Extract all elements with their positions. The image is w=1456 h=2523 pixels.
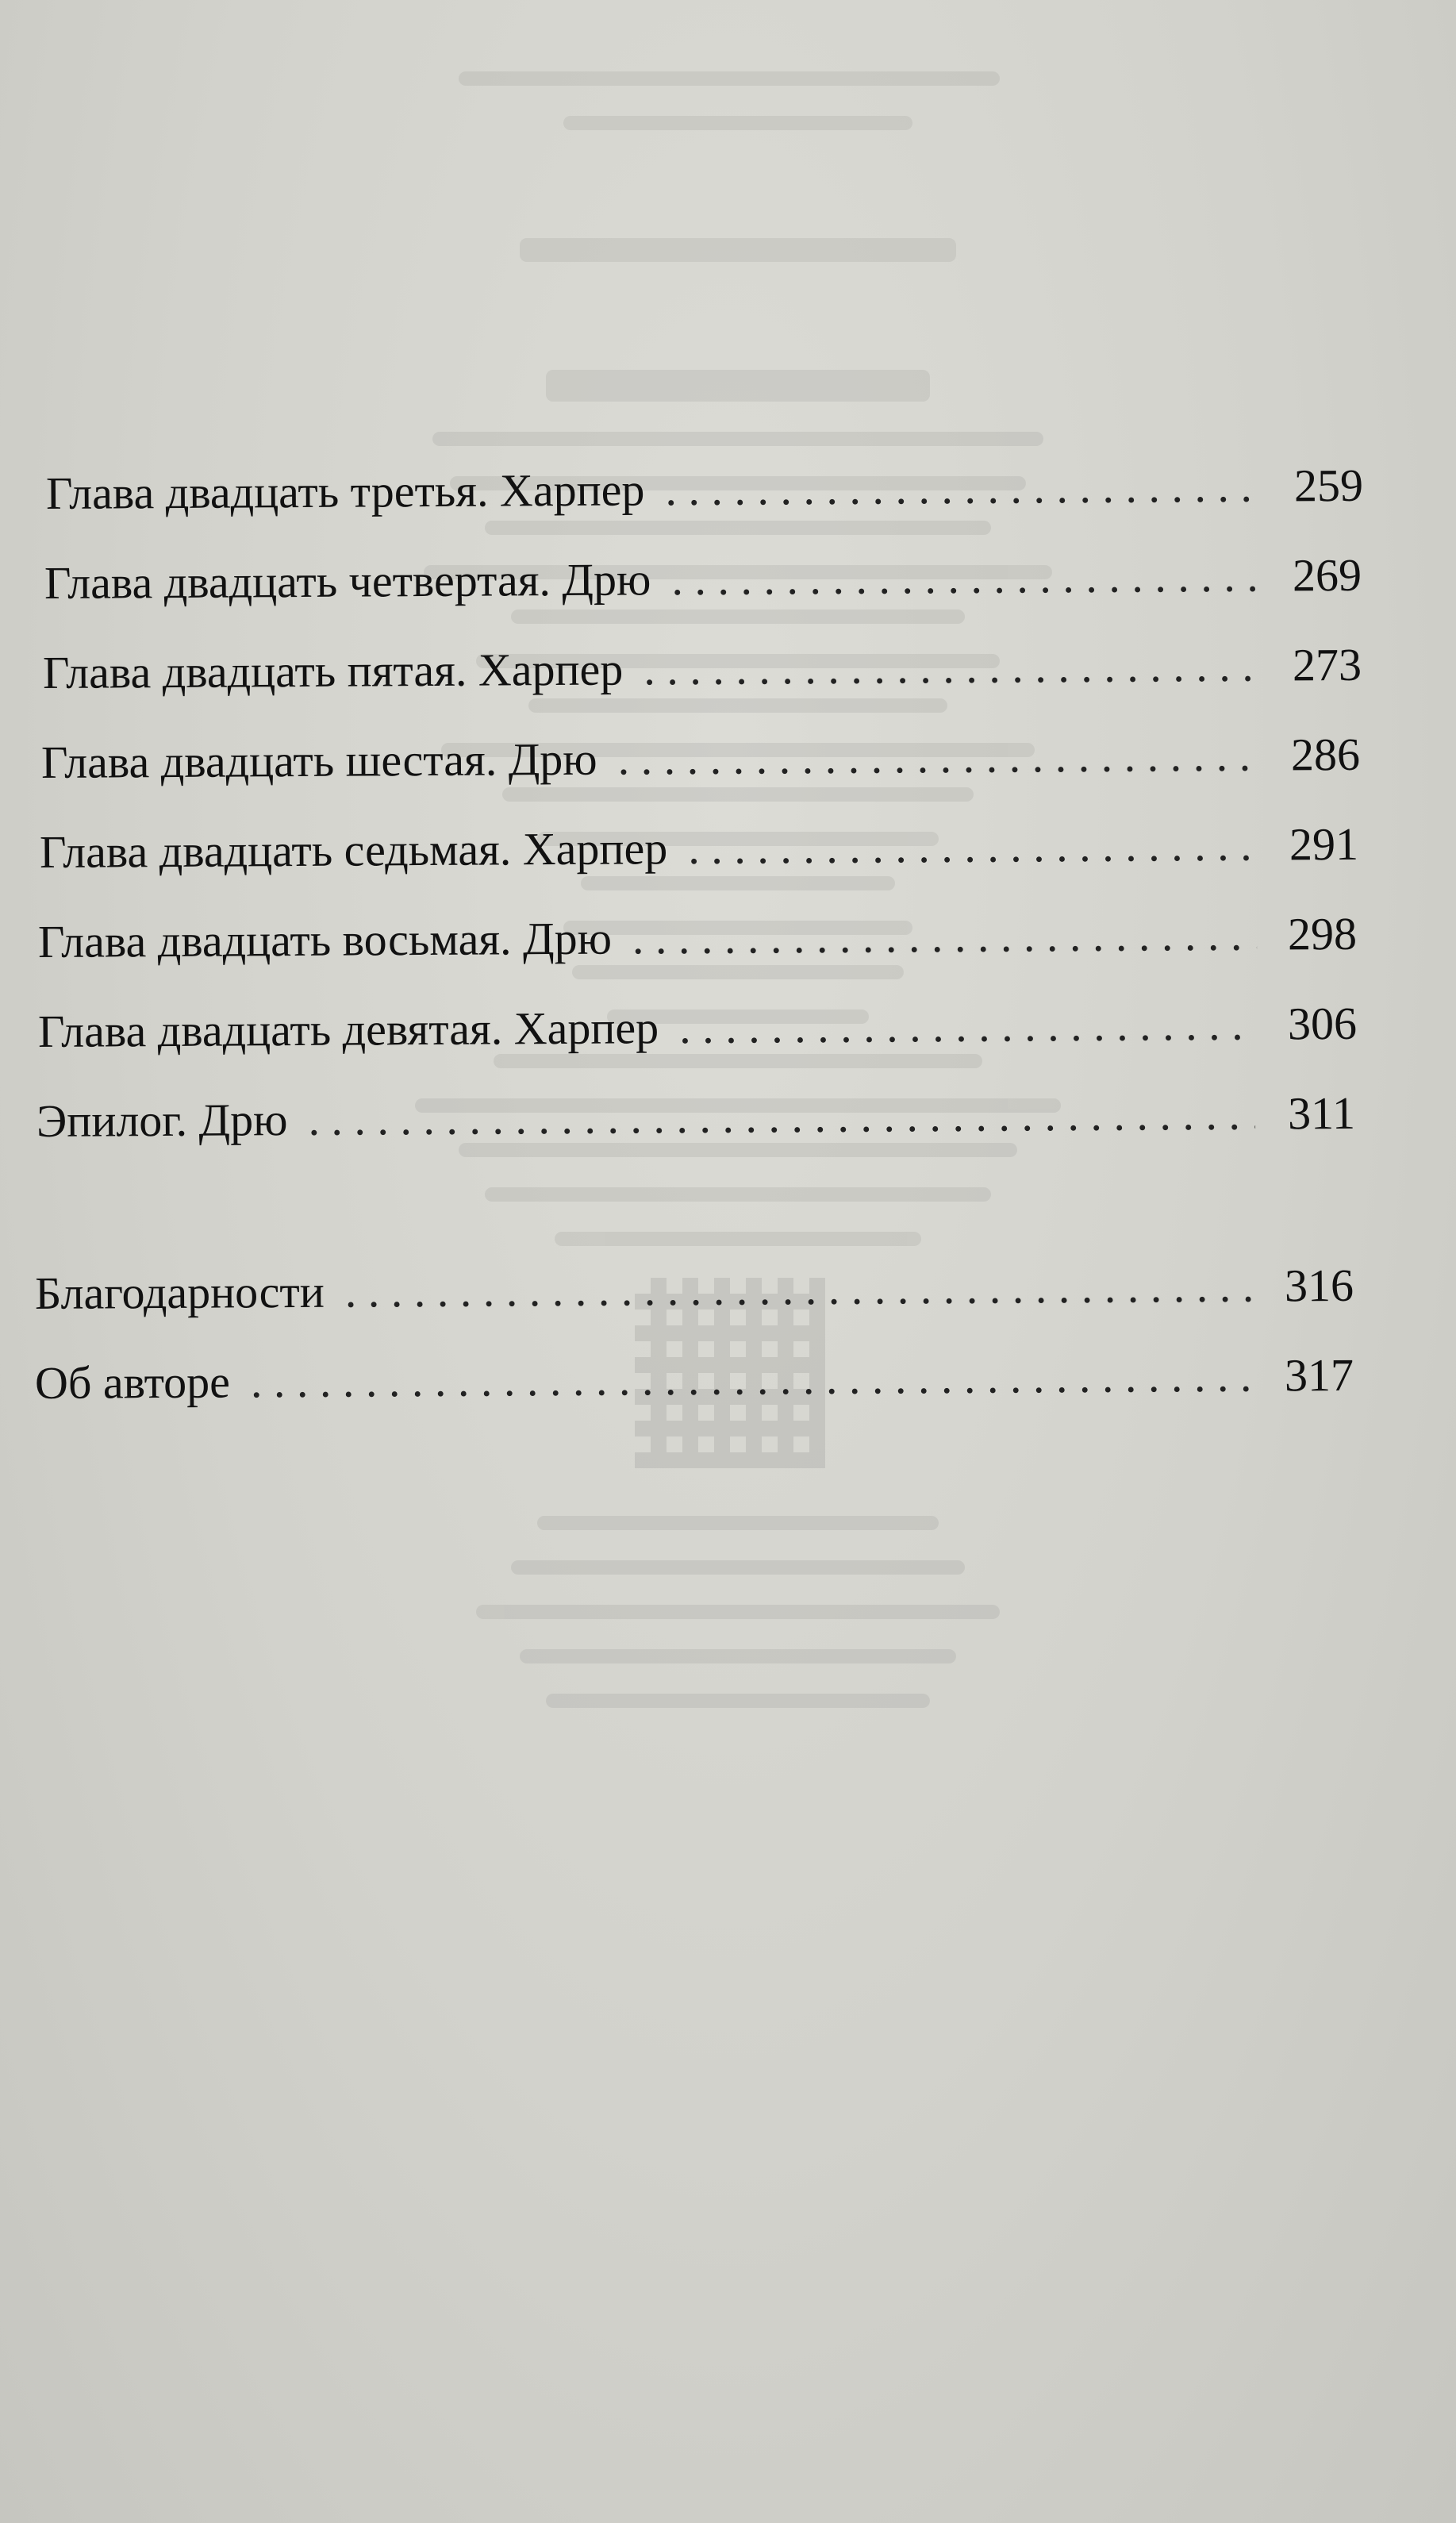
toc-entry-acknowledgements <box>35 1254 1354 1325</box>
dot-leader <box>251 1344 1254 1414</box>
toc-entry-chapter-28 <box>38 902 1357 974</box>
toc-entry-title: Глава двадцать седьмая. Харпер <box>39 822 668 878</box>
toc-entry-chapter-27 <box>40 813 1358 884</box>
toc-entry-title: Благодарности <box>34 1265 325 1319</box>
toc-entry-chapter-26 <box>41 723 1360 794</box>
toc-entry-chapter-24 <box>44 544 1362 615</box>
dot-leader <box>671 544 1262 612</box>
toc-entry-page-number: 316 <box>1284 1259 1354 1312</box>
toc-entry-title: Глава двадцать четвертая. Дрю <box>44 553 651 609</box>
toc-entry-title: Глава двадцать пятая. Харпер <box>42 643 624 698</box>
toc-entry-chapter-25 <box>43 633 1362 705</box>
toc-entry-chapter-23 <box>46 454 1363 525</box>
toc-entry-epilogue <box>36 1082 1355 1153</box>
dot-leader <box>632 903 1258 971</box>
toc-entry-page-number: 259 <box>1293 459 1364 512</box>
dot-leader <box>345 1255 1254 1324</box>
dot-leader <box>679 993 1257 1060</box>
toc-entry-title: Эпилог. Дрю <box>36 1094 288 1147</box>
toc-entry-title: Глава двадцать восьмая. Дрю <box>37 912 613 967</box>
toc-entry-title: Об авторе <box>34 1356 231 1409</box>
toc-entry-title: Глава двадцать третья. Харпер <box>45 463 645 519</box>
toc-entry-chapter-29 <box>38 992 1357 1063</box>
toc-entry-title: Глава двадцать шестая. Дрю <box>40 733 597 788</box>
toc-entry-page-number: 311 <box>1287 1087 1356 1140</box>
toc-entry-page-number: 317 <box>1284 1348 1354 1402</box>
toc-entry-about-author <box>35 1344 1354 1415</box>
toc-entry-page-number: 291 <box>1289 817 1359 871</box>
dot-leader <box>643 634 1262 702</box>
toc-entry-page-number: 269 <box>1292 548 1362 602</box>
toc-entry-page-number: 273 <box>1292 638 1362 691</box>
toc-entry-page-number: 298 <box>1287 907 1358 960</box>
toc-entry-page-number: 286 <box>1290 728 1361 781</box>
dot-leader <box>308 1083 1255 1152</box>
toc-entry-title: Глава двадцать девятая. Харпер <box>37 1002 659 1057</box>
dot-leader <box>688 813 1258 880</box>
toc-entry-page-number: 306 <box>1287 997 1358 1050</box>
dot-leader <box>617 724 1260 791</box>
dot-leader <box>665 455 1263 522</box>
